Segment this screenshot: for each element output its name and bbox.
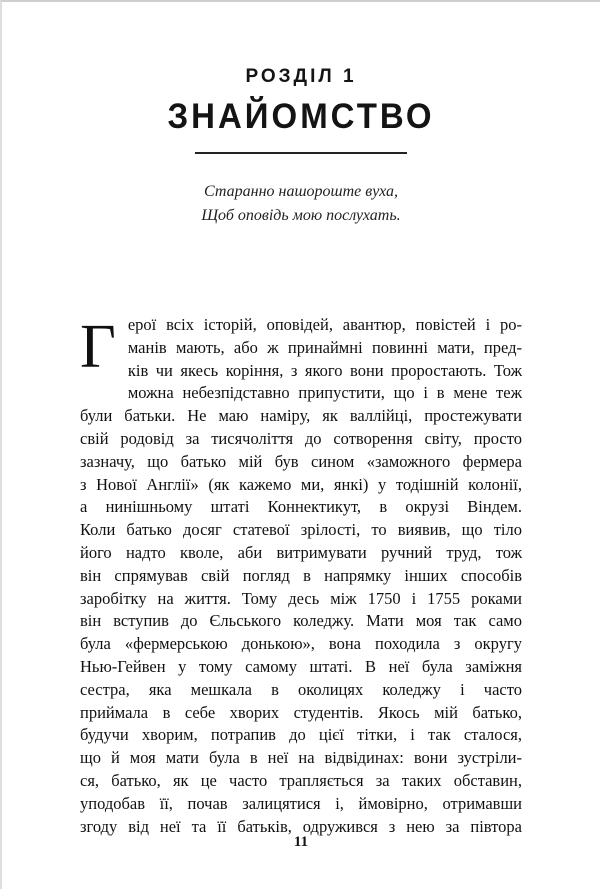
title-divider	[195, 152, 407, 154]
body-line: ків чи якесь коріння, з якого вони проростають. Тож	[127, 360, 522, 380]
body-line: уподобав її, почав залицятися і, ймовірно, отримавши	[80, 793, 522, 813]
epigraph	[80, 180, 522, 228]
body-line: заробітку на життя. Тому десь між 1750 і 1755 роками	[80, 588, 522, 608]
body-line: зазначу, що батько мій був сином «заможного фермера	[80, 451, 522, 471]
body-line: будучи хворим, потрапив до цієї тітки, і так сталося,	[80, 725, 522, 745]
body-line: що й моя мати була в неї на відвідинах: вони зустріли-	[80, 748, 522, 768]
epigraph-line-2: Щоб оповідь мою послухать.	[201, 207, 401, 224]
body-line: ерої всіх історій, оповідей, авантюр, повістей і ро-	[127, 315, 522, 334]
body-line: Коли батько досяг статевої зрілості, то виявив, що тіло	[80, 520, 522, 540]
body-line: він спрямував свій погляд в напрямку інших способів	[80, 565, 522, 585]
body-paragraph	[80, 314, 522, 838]
body-line: Нью-Гейвен у тому самому штаті. В неї була заміжня	[80, 656, 522, 676]
body-line: свій родовід за тисячоліття до сотворення світу, просто	[80, 428, 522, 448]
dropcap: Г	[80, 313, 116, 381]
body-line: ся, батько, як це часто трапляється за таких обставин,	[80, 770, 522, 790]
body-line: манів мають, або ж принаймні повинні мати, пред-	[127, 337, 522, 357]
body-line: сестра, яка мешкала в околицях коледжу і часто	[80, 679, 522, 699]
body-line: а нинішньому штаті Коннектикут, в окрузі Віндем.	[80, 497, 522, 517]
epigraph-line-1: Старанно нашороште вуха,	[204, 183, 398, 200]
body-line: можна небезпідставно припустити, що і в мене теж	[127, 383, 522, 403]
body-line: приймала в себе хворих студентів. Якось мій батько,	[80, 702, 522, 722]
body-line: була «фермерською донькою», вона походила з округу	[80, 634, 522, 654]
chapter-title: ЗНАЙОМСТВО	[167, 96, 435, 136]
body-line: згоду від неї та її батьків, одружився з нею за півтора	[80, 816, 522, 836]
body-line: він вступив до Єльського коледжу. Мати моя так само	[80, 611, 522, 631]
chapter-number: РОЗДІЛ 1	[245, 66, 357, 87]
body-line: його надто кволе, аби витримувати ручний труд, тож	[80, 542, 522, 562]
page-content	[2, 66, 600, 838]
page-number: 11	[293, 834, 309, 850]
body-line: були батьки. Не маю наміру, як валлійці, простежувати	[80, 406, 522, 426]
body-line: з Нової Англії» (як кажемо ми, янкі) у тодішній колонії,	[80, 474, 522, 494]
